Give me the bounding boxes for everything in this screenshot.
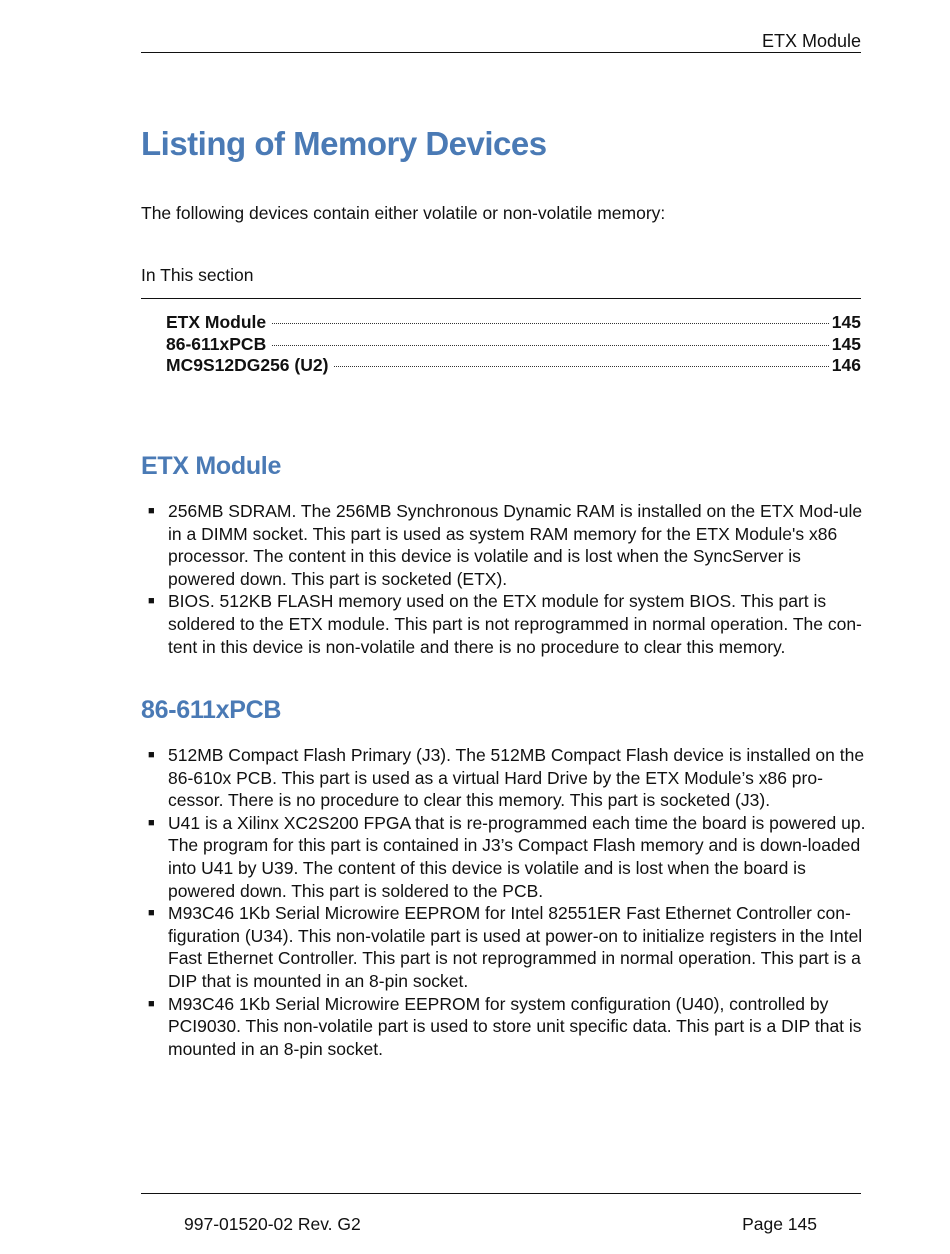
toc-leader-dots — [272, 345, 829, 346]
list-item — [148, 500, 868, 590]
list-item — [148, 902, 868, 992]
list-item-text: 512MB Compact Flash Primary (J3). The 512MB Compact Flash device is installed on the 86-610x PCB. This part is used as a virtual Hard Drive by the ETX Module’s x86 pro-cessor. There is no procedure to clear this memory. This part is socketed (J3). — [168, 745, 865, 811]
list-item-text: BIOS. 512KB FLASH memory used on the ETX module for system BIOS. This part is soldered to the ETX module. This part is not reprogrammed in normal operation. The con-tent in this device is non-volatile and there is no procedure to clear this memory. — [168, 591, 862, 657]
footer-page-number: Page 145 — [742, 1214, 817, 1234]
section-toc — [166, 312, 861, 377]
footer-document-number: 997-01520-02 Rev. G2 — [184, 1214, 361, 1234]
toc-entry-page: 145 — [831, 312, 861, 332]
etx-module-bullet-list — [148, 500, 868, 658]
toc-leader-dots — [272, 323, 829, 324]
list-item — [148, 993, 868, 1061]
list-item-text: 256MB SDRAM. The 256MB Synchronous Dynamic RAM is installed on the ETX Mod-ule in a DIMM socket. This part is used as system RAM memory for the ETX Module's x86 processor. The content in this device is volatile and is lost when the SyncServer is powered down. This part is socketed (ETX). — [168, 501, 863, 589]
running-header: ETX Module — [761, 31, 861, 51]
bullet-square-icon: ■ — [148, 816, 155, 829]
bullet-square-icon: ■ — [148, 997, 155, 1010]
pcb-bullet-list — [148, 744, 868, 1060]
list-item-text: M93C46 1Kb Serial Microwire EEPROM for system configuration (U40), controlled by PCI9030. This non-volatile part is used to store unit specific data. This part is a DIP that is mounted in an 8-pin socket. — [168, 993, 862, 1059]
page-title: Listing of Memory Devices — [141, 125, 547, 162]
toc-entry-page: 146 — [831, 355, 861, 375]
toc-entry-mc9s12dg256[interactable] — [166, 355, 861, 377]
bullet-square-icon: ■ — [148, 907, 155, 920]
bullet-square-icon: ■ — [148, 505, 155, 517]
section-heading-86-611xpcb: 86-611xPCB — [141, 696, 282, 724]
list-item — [148, 744, 868, 812]
in-this-section-label: In This section — [141, 265, 254, 285]
toc-entry-title: 86-611xPCB — [166, 333, 267, 354]
toc-entry-etx-module[interactable] — [166, 312, 861, 334]
list-item — [148, 812, 868, 902]
bullet-square-icon: ■ — [148, 749, 155, 761]
intro-paragraph: The following devices contain either volatile or non-volatile memory: — [141, 203, 666, 223]
list-item-text: M93C46 1Kb Serial Microwire EEPROM for Intel 82551ER Fast Ethernet Controller con-figuration (U34). This non-volatile part is used at power-on to initialize registers in the Intel Fast Ethernet Controller. This part is not reprogrammed in normal operation. This part is a DIP that is mounted in an 8-pin socket. — [168, 903, 863, 991]
toc-entry-title: ETX Module — [166, 312, 267, 332]
list-item-text: U41 is a Xilinx XC2S200 FPGA that is re-programmed each time the board is powered up. The program for this part is contained in J3’s Compact Flash memory and is down-loaded into U41 by U39. The content of this device is volatile and is lost when the board is powered down. This part is soldered to the PCB. — [168, 812, 866, 901]
list-item — [148, 590, 868, 658]
section-heading-etx-module: ETX Module — [141, 452, 282, 480]
toc-entry-page: 145 — [831, 333, 861, 354]
toc-rule — [141, 298, 861, 299]
toc-leader-dots — [334, 366, 828, 367]
footer-rule — [141, 1193, 861, 1194]
header-rule — [141, 52, 861, 53]
toc-entry-title: MC9S12DG256 (U2) — [166, 355, 329, 375]
bullet-square-icon: ■ — [148, 595, 155, 608]
toc-entry-86-611xpcb[interactable] — [166, 334, 861, 356]
